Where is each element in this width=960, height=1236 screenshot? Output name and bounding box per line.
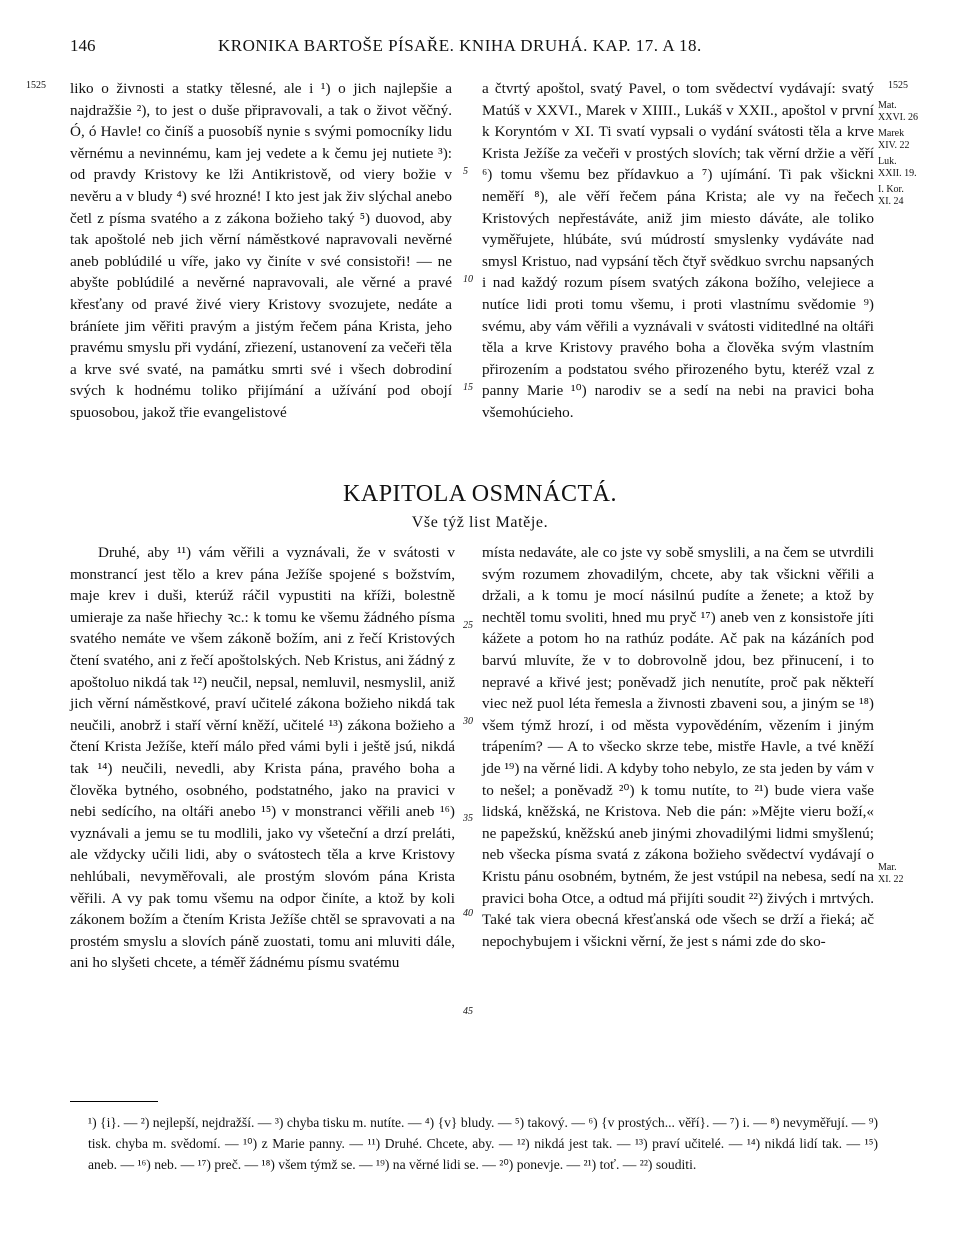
chapter-subtitle: Vše týž list Matěje. xyxy=(411,514,549,531)
running-title: KRONIKA BARTOŠE PÍSAŘE. KNIHA DRUHÁ. KAP. 17. A 18. xyxy=(218,36,702,55)
margin-ref: XI. 22 xyxy=(878,874,904,885)
text-column-right-bottom xyxy=(482,542,874,952)
text-column-left-top xyxy=(70,78,452,424)
line-number: 40 xyxy=(463,908,473,919)
line-number: 25 xyxy=(463,620,473,631)
paragraph: liko o živnosti a statky tělesné, ale i ¹) o jich najlepšie a najdražšie ²), to jest o duše připravovali, a tak o život věčný. Ó, ó Havle! co činíš a puosobíš nynie s svými pomocníky lidu věrnému a nevinnému, kam jej vedete a k čemu jej nutiete ³): od pravdy Kristovy ke lži Antikristově, od viery božie v nevěru a v bludy ⁴) své hrozné! I kto jest jak živ slýchal anebo četl z písma svatého a z zákona božieho taký ⁵) duovod, aby tak apoštolé neb jich věrní náměstkové napravovali nevěrné aneb poblúdilé u víře, jako vy činíte v své consistoři! — ne abyšte poblúdilé a nevěrné napravovali, ale věrné a pravé křesťany od pravé živé viery Kristovy svozujete, nedáte a bráníete jim věřiti pravým a jistým řečem pána Krista, jeho pravému smyslu při vydání, zřiezení, ustanovení za večeři těla a krve své svaté, na památku smrti své i všech dobrodiní svých k hodnému toliko přijímání a užívání pod obojí spuosobou, jakož třie evangelistové xyxy=(70,80,452,421)
line-number: 45 xyxy=(463,1006,473,1017)
margin-ref: I. Kor. xyxy=(878,184,904,195)
margin-ref: XI. 24 xyxy=(878,196,904,207)
paragraph: Druhé, aby ¹¹) vám věřili a vyznávali, že v svátosti v monstrancí jest tělo a krev pána Ježíše spojené s božstvím, maje krev i duši, kterúž ráčil vypustiti na kříži, bolestně umieraje za naše hřiechy ꝛc.: k tomu ke všemu žádného písma svatého nemáte ve všem zákoně božím, ani z řečí Kristových čtení svatého, ani z řečí apoštolských. Neb Kristus, ani žádný z apoštoluo nikdá tak ¹²) neučil, nepsal, nemluvil, nesmyslil, aniž jich věrní náměstkové, praví učitelé zákona božieho nikdá tak neučili, anobrž i staří věrní kněží, učitelé ¹³) zákona božieho a čtení Krista Ježíše, kteří málo před vámi byli i ještě jsú, nikdá tak ¹⁴) neučili, nevedli, aby Krista pána, pravého boha a člověka bytného, osobného, podstatného, jako na pravici v nebi sedícího, na oltáři anebo ¹⁵) v monstranci věřili aneb ¹⁶) vyznávali a jemu se tu modlili, jako vy všeteční a drzí preláti, ale vždycky učili lidi, aby o svátostech těla a krve Kristovy nehlúbali, nevyměřovali, ale prostým slovóm pána Krista věřili. A vy pak tomu všemu na odpor činíte, a ktož by koli zákonem božím a čtením Krista Ježíše chtěl se spravovati a na prostém smyslu a slovích páně zuostati, tomu ani mluviti dále, ani ho slyšeti chcete, a téměř žádnému písmu svatému xyxy=(70,544,455,972)
margin-year-left: 1525 xyxy=(26,80,46,91)
paragraph: místa nedaváte, ale co jste vy sobě smyslili, a na čem se utvrdili svým rozumem zhovadilým, chcete, aby tak všickni věřili a držali, a k tomu je mocí násilnú pudíte a ženete; a ktož by nechtěl tomu svoliti, hned mu pryč ¹⁷) aneb ven z konsistoře jíti kážete a potom ho na rathúz podáte. Ač pak na kázáních pod barvú mluvíte, že v to dobrovolně jdou, bez přinucení, i to nepravé a křivé jest; poněvadž jich nenutíte, proč pak někteří viec než puol léta řemesla a živnosti zbaveni sou, a jiným se ¹⁸) všem týmž hrozí, i od města vypovědéním, vězením i jiným trápením? — A to všecko skrze tebe, mistře Havle, a tvé kněží jde ¹⁹) na věrné lidi. A kdyby toho nebylo, ze sta jeden by vám v to nešel; a poněvadž ²⁰) k tomu nutíte, to ²¹) bude viera vaše lidská, kněžská, ne Kristova. Neb die pán: »Mějte vieru boží,« ne papežskú, kněžskú aneb jinými zhovadilými lidmi smyšlenú; neb všecka písma svatá z zákona božieho svědectví vydávají o Kristu pánu osobném, bytném, že jest vstúpil na nebesa, sedí na pravici boha Otce, a odtud má přijíti soudit ²²) živých i mrtvých. Také tak viera obecná křesťanská ode všech se drží a řieká; ač nepochybujem i všickni věrní, že jest s námi zde do sko- xyxy=(482,544,874,950)
margin-ref: Luk. xyxy=(878,156,897,167)
line-number: 30 xyxy=(463,716,473,727)
text-column-left-bottom xyxy=(70,542,455,974)
line-number: 35 xyxy=(463,813,473,824)
footnote-divider xyxy=(70,1101,158,1102)
margin-ref: Mar. xyxy=(878,862,897,873)
footnotes: ¹) {i}. — ²) nejlepší, nejdražší. — ³) chyba tisku m. nutíte. — ⁴) {v} bludy. — ⁵) takový. — ⁶) {v prostých... věří}. — ⁷) i. — ⁸) nevyměřují. — ⁹) tisk. chyba m. svědomí. — ¹⁰) z Marie panny. — ¹¹) Druhé. Chcete, aby. — ¹²) nikdá jest tak. — ¹³) praví učitelé. — ¹⁴) nikdá lidí tak. — ¹⁵) aneb. — ¹⁶) neb. — ¹⁷) preč. — ¹⁸) všem týmž se. — ¹⁹) na věrné lidi se. — ²⁰) ponevje. — ²¹) toť. — ²²) souditi. xyxy=(88,1115,878,1172)
margin-year-right: 1525 xyxy=(888,80,908,91)
paragraph: a čtvrtý apoštol, svatý Pavel, o tom svědectví vydávají: svatý Matúš v XXVI., Marek v XIIII., Lukáš v XXII., apoštol v první k Koryntóm v XI. Ti svatí vypsali o vydání svátosti těla a krve Krista Ježíše za večeři v prostých slovích; tak věrní držie a věří ⁶) tomu všemu bez přídavkuo a ⁷) ujímání. Ti pak všickni neměří ⁸), ale věří řečem pána Krista; ale vy na řečech Kristových nepřestáváte, aniž jim miesto dáváte, ale toliko vyměřujete, hlúbáte, svú múdrostí smyslenky vydáváte nad smysl Kristuo, nad vypsání těch čtyř svědkuo svrchu napsaných i nad každý rozum písem svatých zákona božího, velejiece a nutíce lidi proti tomu všemu, i proti vlastnímu svědomie ⁹) svému, aby vám věřili a vyznávali v svátosti viditedlné na oltáři těla a krve Kristovy pravého boha a člověka svým vlastním přirozením a podstatou svého přirozeného bytu, kteréž vzal z panny Marie ¹⁰) narodiv se a sedí na nebi na pravici boha všemohúcieho. xyxy=(482,80,874,421)
margin-ref: XXII. 19. xyxy=(878,168,917,179)
page-header xyxy=(70,36,900,66)
margin-ref: Marek xyxy=(878,128,905,139)
margin-ref: XXVI. 26 xyxy=(878,112,918,123)
chapter-title: KAPITOLA OSMNÁCTÁ. xyxy=(343,481,617,507)
line-number: 5 xyxy=(463,166,468,177)
line-number: 15 xyxy=(463,382,473,393)
margin-ref: Mat. xyxy=(878,100,897,111)
margin-ref: XIV. 22 xyxy=(878,140,910,151)
page-number: 146 xyxy=(70,36,96,55)
text-column-right-top xyxy=(482,78,874,424)
line-number: 10 xyxy=(463,274,473,285)
